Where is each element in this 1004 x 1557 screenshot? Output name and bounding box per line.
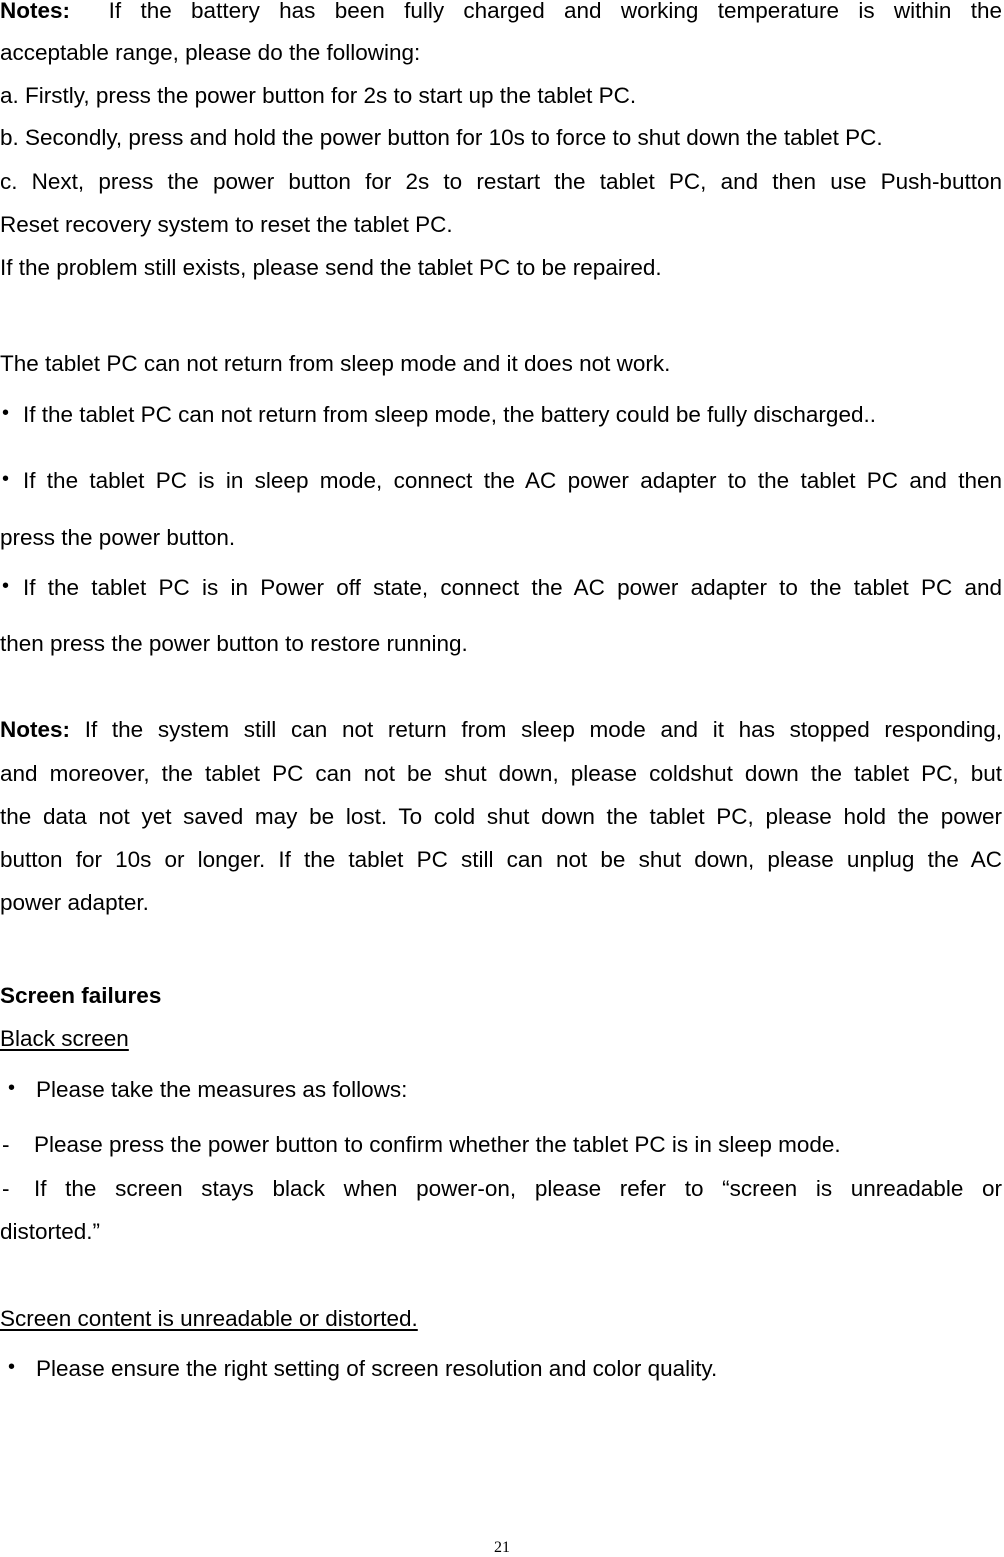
distorted-title: Screen content is unreadable or distorted.: [0, 1306, 418, 1331]
notes1-step-b: b. Secondly, press and hold the power button for 10s to force to shut down the tablet PC.: [0, 125, 883, 150]
black-screen-dash-2: If the screen stays black when power-on, please refer to “screen is unreadable or: [34, 1176, 1002, 1201]
notes2-line-4: button for 10s or longer. If the tablet PC still can not be shut down, please unplug the AC: [0, 847, 1002, 872]
black-screen-bullet: Please take the measures as follows:: [36, 1077, 408, 1102]
notes2-line-3: the data not yet saved may be lost. To cold shut down the tablet PC, please hold the power: [0, 804, 1002, 829]
notes1-line-1: Notes: If the battery has been fully charged and working temperature is within the: [0, 0, 1002, 23]
notes1-step-c-cont: Reset recovery system to reset the tablet PC.: [0, 212, 453, 237]
bullet-icon: •: [8, 1356, 16, 1378]
page-number: 21: [494, 1539, 510, 1556]
notes1-repair: If the problem still exists, please send the tablet PC to be repaired.: [0, 255, 662, 280]
sleep-heading: The tablet PC can not return from sleep mode and it does not work.: [0, 351, 671, 376]
notes2-line-2: and moreover, the tablet PC can not be shut down, please coldshut down the tablet PC, but: [0, 761, 1002, 786]
notes2-line-5: power adapter.: [0, 890, 149, 915]
notes1-label: Notes:: [0, 0, 71, 23]
dash-icon: -: [2, 1132, 10, 1157]
black-screen-dash-2-cont: distorted.”: [0, 1219, 101, 1244]
notes1-step-c: c. Next, press the power button for 2s to restart the tablet PC, and then use Push-button: [0, 169, 1002, 194]
sleep-bullet-2: If the tablet PC is in sleep mode, connect the AC power adapter to the tablet PC and then: [23, 468, 1002, 493]
sleep-bullet-1: If the tablet PC can not return from sleep mode, the battery could be fully discharged..: [23, 402, 876, 427]
notes2-label: Notes:: [0, 717, 71, 742]
distorted-bullet: Please ensure the right setting of screen resolution and color quality.: [36, 1356, 718, 1381]
black-screen-dash-1: Please press the power button to confirm whether the tablet PC is in sleep mode.: [34, 1132, 841, 1157]
sleep-bullet-3: If the tablet PC is in Power off state, connect the AC power adapter to the tablet PC and: [23, 575, 1002, 600]
bullet-icon: •: [2, 468, 10, 490]
screen-failures-title: Screen failures: [0, 983, 162, 1008]
black-screen-title: Black screen: [0, 1026, 129, 1051]
dash-icon: -: [2, 1176, 10, 1201]
sleep-bullet-2-cont: press the power button.: [0, 525, 236, 550]
bullet-icon: •: [2, 575, 10, 597]
bullet-icon: •: [8, 1077, 16, 1099]
notes2-line-1: Notes: If the system still can not return from sleep mode and it has stopped responding,: [0, 717, 1002, 742]
notes1-line-2: acceptable range, please do the following:: [0, 40, 421, 65]
bullet-icon: •: [2, 402, 10, 424]
sleep-bullet-3-cont: then press the power button to restore running.: [0, 631, 468, 656]
notes1-step-a: a. Firstly, press the power button for 2s to start up the tablet PC.: [0, 83, 637, 108]
